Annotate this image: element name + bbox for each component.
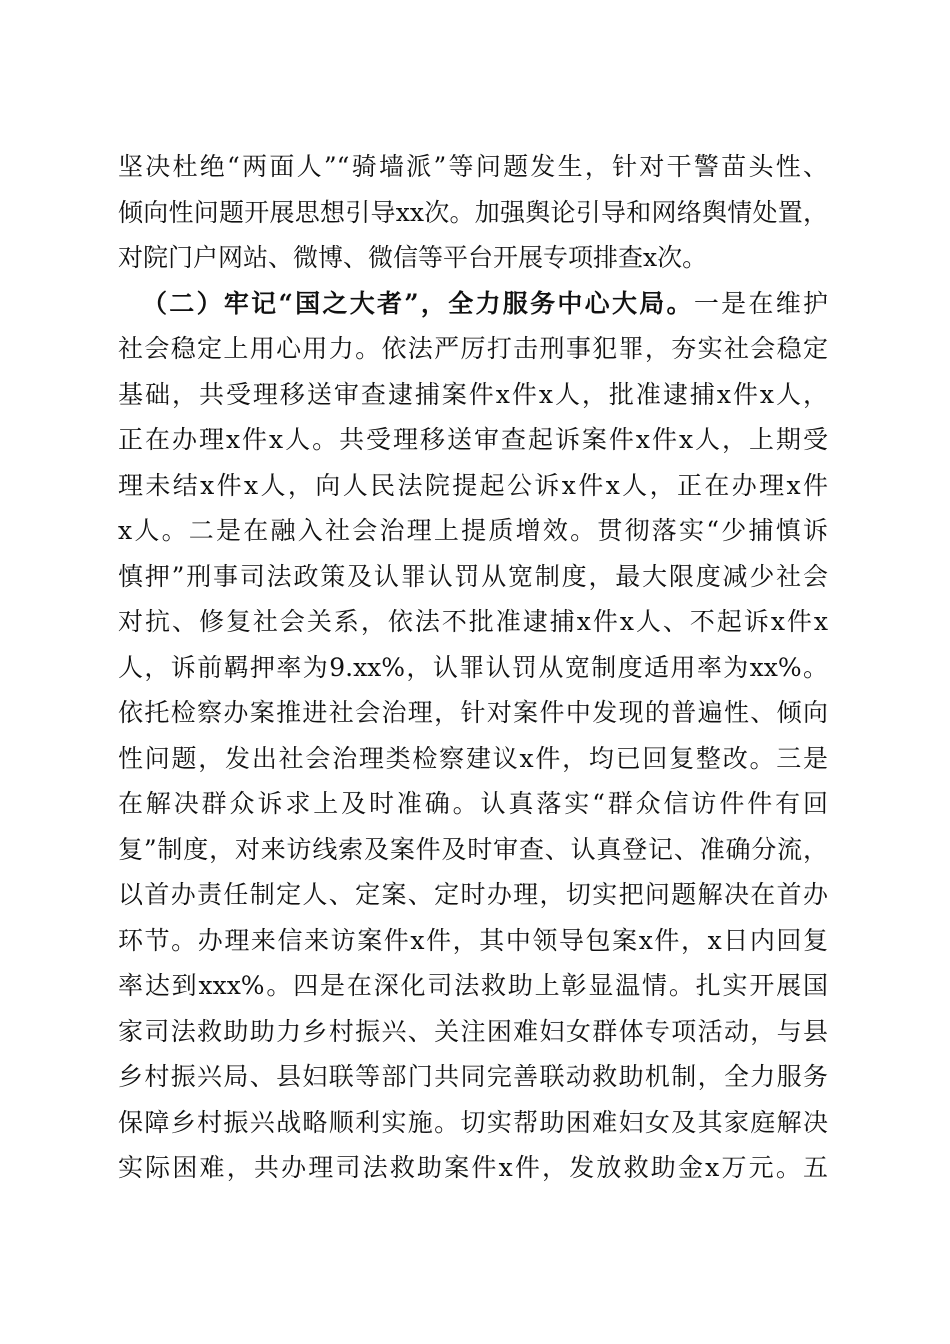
text-line-heading	[118, 281, 828, 327]
text-line: 环节。办理来信来访案件x件，其中领导包案x件，x日内回复	[118, 925, 828, 955]
paragraph-1	[118, 144, 828, 281]
text-line: 以首办责任制定人、定案、定时办理，切实把问题解决在首办	[118, 880, 828, 909]
text-line: 复”制度，对来访线索及案件及时审查、认真登记、准确分流，	[118, 834, 828, 864]
text-line: 乡村振兴局、县妇联等部门共同完善联动救助机制，全力服务	[118, 1062, 828, 1091]
text-line: 基础，共受理移送审查逮捕案件x件x人，批准逮捕x件x人，	[118, 379, 828, 409]
paragraph-2	[118, 281, 828, 1191]
text-line: 对院门户网站、微博、微信等平台开展专项排查x次。	[118, 243, 708, 272]
text-line: 慎押”刑事司法政策及认罪认罚从宽制度，最大限度减少社会	[118, 561, 828, 591]
text-line: x人。二是在融入社会治理上提质增效。贯彻落实“少捕慎诉	[118, 516, 828, 545]
text-line: 在解决群众诉求上及时准确。认真落实“群众信访件件有回	[118, 789, 828, 818]
text-line: 正在办理x件x人。共受理移送审查起诉案件x件x人，上期受	[118, 425, 828, 454]
document-body	[118, 144, 828, 1191]
text-line: 实际困难，共办理司法救助案件x件，发放救助金x万元。五	[118, 1153, 828, 1182]
text-line: 人，诉前羁押率为9.xx%，认罪认罚从宽制度适用率为xx%。	[118, 652, 828, 682]
text-line: 保障乡村振兴战略顺利实施。切实帮助困难妇女及其家庭解决	[118, 1107, 828, 1137]
text-line: 性问题，发出社会治理类检察建议x件，均已回复整改。三是	[118, 743, 828, 773]
text-line: 社会稳定上用心用力。依法严厉打击刑事犯罪，夯实社会稳定	[118, 334, 828, 363]
text-line: 理未结x件x人，向人民法院提起公诉x件x人，正在办理x件	[118, 470, 828, 500]
text-line: 倾向性问题开展思想引导xx次。加强舆论引导和网络舆情处置，	[118, 197, 828, 227]
text-line: 家司法救助助力乡村振兴、关注困难妇女群体专项活动，与县	[118, 1016, 828, 1046]
text-line: 坚决杜绝“两面人”“骑墙派”等问题发生，针对干警苗头性、	[118, 152, 828, 181]
text-line: 对抗、修复社会关系，依法不批准逮捕x件x人、不起诉x件x	[118, 607, 828, 636]
section-heading: （二）牢记“国之大者”，全力服务中心大局。	[142, 288, 694, 318]
text-line: 率达到xxx%。四是在深化司法救助上彰显温情。扎实开展国	[118, 971, 828, 1000]
text-line: 依托检察办案推进社会治理，针对案件中发现的普遍性、倾向	[118, 698, 828, 727]
heading-line-rest: 一是在维护	[693, 288, 828, 318]
